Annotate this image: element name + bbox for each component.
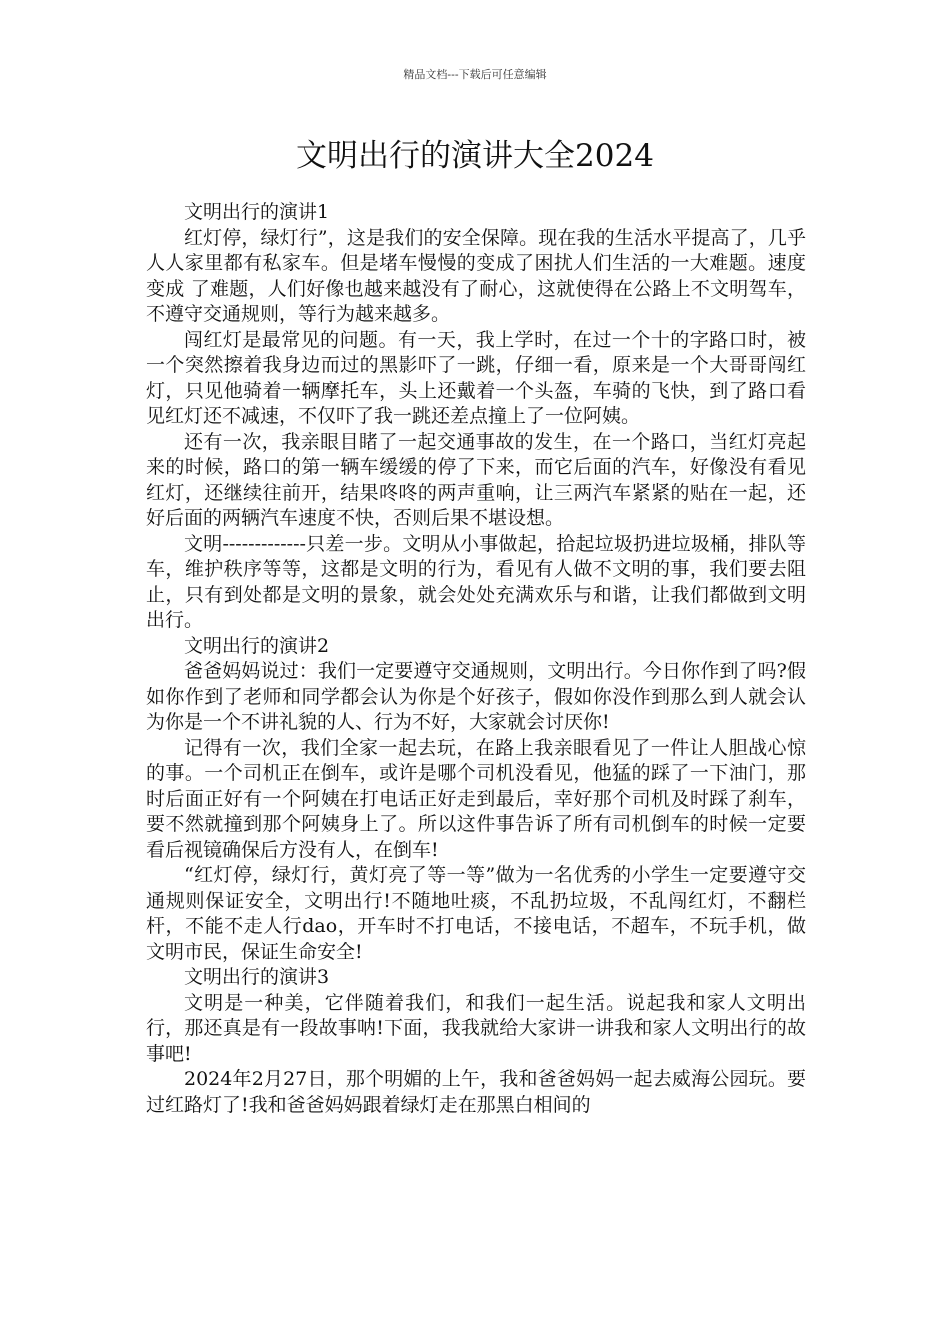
section-heading: 文明出行的演讲2: [184, 634, 330, 657]
paragraph: 爸爸妈妈说过：我们一定要遵守交通规则，文明出行。今日你作到了吗?假如你作到了老师和同学都会认为你是个好孩子，假如你没作到那么到人就会认为你是一个不讲礼貌的人、行为不好，大家就会讨厌你!: [146, 660, 806, 733]
document-title: 文明出行的演讲大全2024: [296, 138, 654, 174]
paragraph: 文明是一种美，它伴随着我们，和我们一起生活。说起我和家人文明出行，那还真是有一段故事呐!下面，我我就给大家讲一讲我和家人文明出行的故事吧!: [146, 991, 806, 1065]
paragraph: 闯红灯是最常见的问题。有一天，我上学时，在过一个十的字路口时，被一个突然擦着我身边而过的黑影吓了一跳，仔细一看，原来是一个大哥哥闯红灯，只见他骑着一辆摩托车，头上还戴着一个头盔，车骑的飞快，到了路口看见红灯还不减速，不仅吓了我一跳还差点撞上了一位阿姨。: [146, 328, 806, 427]
paragraph: 红灯停，绿灯行”，这是我们的安全保障。现在我的生活水平提高了，几乎人人家里都有私家车。但是堵车慢慢的变成了困扰人们生活的一大难题。速度变成 了难题，人们好像也越来越没有了耐心，这就使得在公路上不文明驾车，不遵守交通规则，等行为越来越多。: [146, 226, 806, 325]
section-heading: 文明出行的演讲3: [184, 966, 330, 988]
paragraph: “红灯停，绿灯行，黄灯亮了等一等”做为一名优秀的小学生一定要遵守交通规则保证安全，文明出行!不随地吐痰，不乱扔垃圾，不乱闯红灯，不翻栏杆，不能不走人行dao，开车时不打电话，不接电话，不超车，不玩手机，做文明市民，保证生命安全!: [146, 864, 806, 963]
paragraph: 文明-------------只差一步。文明从小事做起，拾起垃圾扔进垃圾桶，排队等车，维护秩序等等，这都是文明的行为，看见有人做不文明的事，我们要去阻止，只有到处都是文明的景象，就会处处充满欢乐与和谐，让我们都做到文明出行。: [146, 532, 806, 631]
page-header: 精品文档---下载后可任意编辑: [403, 68, 547, 81]
section-heading: 文明出行的演讲1: [184, 201, 330, 223]
paragraph: 2024年2月27日，那个明媚的上午，我和爸爸妈妈一起去威海公园玩。要过红路灯了!我和爸爸妈妈跟着绿灯走在那黑白相间的: [146, 1068, 806, 1116]
paragraph: 还有一次，我亲眼目睹了一起交通事故的发生，在一个路口，当红灯亮起来的时候，路口的第一辆车缓缓的停了下来，而它后面的汽车，好像没有看见红灯，还继续往前开，结果咚咚的两声重响，让三两汽车紧紧的贴在一起，还好后面的两辆汽车速度不快，否则后果不堪设想。: [146, 430, 806, 529]
paragraph: 记得有一次，我们全家一起去玩，在路上我亲眼看见了一件让人胆战心惊的事。一个司机正在倒车，或许是哪个司机没看见，他猛的踩了一下油门，那时后面正好有一个阿姨在打电话正好走到最后，幸好那个司机及时踩了刹车，要不然就撞到那个阿姨身上了。所以这件事告诉了所有司机倒车的时候一定要看后视镜确保后方没有人，在倒车!: [146, 736, 806, 861]
document-body: [146, 200, 806, 1118]
